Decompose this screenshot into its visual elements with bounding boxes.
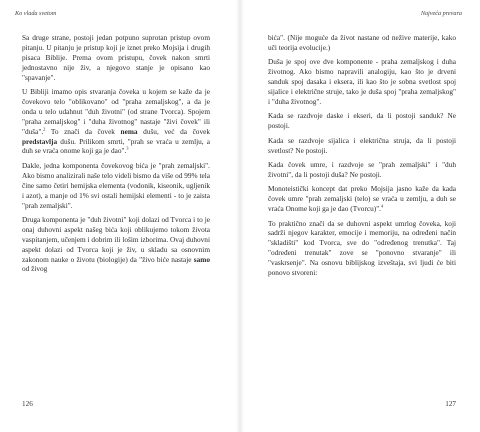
text-run: Kada se razdvoje sijalica i električna struja, da li postoji svetlost? Ne postoji. — [268, 135, 456, 155]
text-run: dušu. Prilikom smrti, "prah se vraća u zemlju, a duh se vraća onome koji ga je dao". — [22, 136, 210, 156]
paragraph — [268, 57, 456, 107]
paragraph — [22, 215, 210, 274]
bold-text: samo — [193, 254, 210, 264]
bold-text: nema — [120, 126, 138, 136]
bold-text: predstavlja — [22, 136, 58, 146]
paragraph — [268, 160, 456, 180]
text-run: od živog — [22, 264, 48, 274]
text-run: To praktično znači da se duhovni aspekt umrlog čoveka, koji sadrži njegov karakter, emocije i memoriju, na određeni način "skladišti" kod Tvorca, sve do "određenog trenutka". Taj "određeni trenutak" zove se "ponovno stvaranje" ili "vaskrsenje". Na osnovu biblijskog izveštaja, svi ljudi će biti ponovo stvoreni: — [268, 218, 456, 278]
text-run: Druga komponenta je "duh životni" koji dolazi od Tvorca i to je onaj duhovni aspekt našeg bića koji oblikujemo tokom života vaspitanjem, učenjem i dobrim ili lošim izborima. Ovaj duhovni aspekt dolazi od Tvorca koji je živ, u skladu sa osnovnim zakonom nauke o životu (biologije) da "živo biće nastaje — [22, 214, 210, 264]
left-page-number: 126 — [22, 400, 33, 408]
paragraph — [22, 33, 210, 83]
text-run: dušu, već da čovek — [137, 126, 210, 136]
paragraph — [268, 111, 456, 131]
right-running-head: Najveća prevara — [420, 10, 462, 17]
right-page — [240, 0, 480, 432]
paragraph — [268, 184, 456, 214]
left-page-body — [22, 33, 210, 279]
text-run: Kada se razdvoje daske i ekseri, da li postoji sanduk? Ne postoji. — [268, 111, 456, 131]
text-run: Dakle, jedna komponenta čovekovog bića je "prah zemaljski". Ako bismo analizirali naše telo videli bismo da više od 99% tela čine samo četiri hemijska elementa (vodonik, kiseonik, ugljenik i azot), a manje od 1% svi ostali hemijski elementi - to je zaista "prah zemaljski". — [22, 160, 210, 210]
paragraph — [268, 33, 456, 53]
text-run: bića". (Nije moguće da život nastane od neživе materije, kako uči teorija evolucije.) — [268, 33, 456, 52]
footnote-marker: 3 — [126, 146, 129, 152]
left-running-head: Ko vlada svetom — [15, 10, 57, 17]
text-run: Monoteistički koncept dat preko Mojsija jasno kaže da kada čovek umre "prah zemaljski (telo) se vraća u zemlju, a duh se vraća Onome koji ga je dao (Tvorcu)". — [268, 184, 456, 214]
text-run: U Bibliji imamo opis stvaranja čoveka u kojem se kaže da je čovekovo telo "oblikovano" od "praha zemaljskog", a da je onda u telo udahnut "duh životni" (od strane Tvorca). Spojem "praha zemaljskog" i "duha životnog" nastaje "živi čovek" ili "duša". — [22, 87, 210, 136]
text-run: Duša je spoj ove dve komponente - praha zemaljskog i duha životnog. Ako bismo napravili analogiju, kao što je drveni sanduk spoj dasaka i eksera, ili kao što je sobna svetlost spoj sijalice i električne struje, tako je duša spoj "praha zemaljskog" i "duha životnog". — [268, 57, 456, 106]
text-run: To znači da čovek — [45, 126, 121, 136]
paragraph — [22, 161, 210, 211]
text-run: Kada čovek umre, i razdvoje se "prah zemaljski" i "duh životni", da li postoji duša? Ne postoji. — [268, 159, 456, 179]
text-run: Sa druge strane, postoji jedan potpuno suprotan pristup ovom pitanju. U pitanju je pristup koji je iznet preko Mojsija i drugih pisaca Biblije. Prema ovom pristupu, čovek nakon smrti jednostavno nije živ, a njegovo stanje je opisano kao "spavanje". — [22, 33, 210, 82]
paragraph — [22, 87, 210, 156]
right-page-body — [268, 33, 456, 282]
paragraph — [268, 219, 456, 278]
paragraph — [268, 136, 456, 156]
footnote-marker: 4 — [381, 203, 384, 209]
right-page-number: 127 — [445, 400, 456, 408]
footnote-marker: 2 — [43, 126, 46, 132]
